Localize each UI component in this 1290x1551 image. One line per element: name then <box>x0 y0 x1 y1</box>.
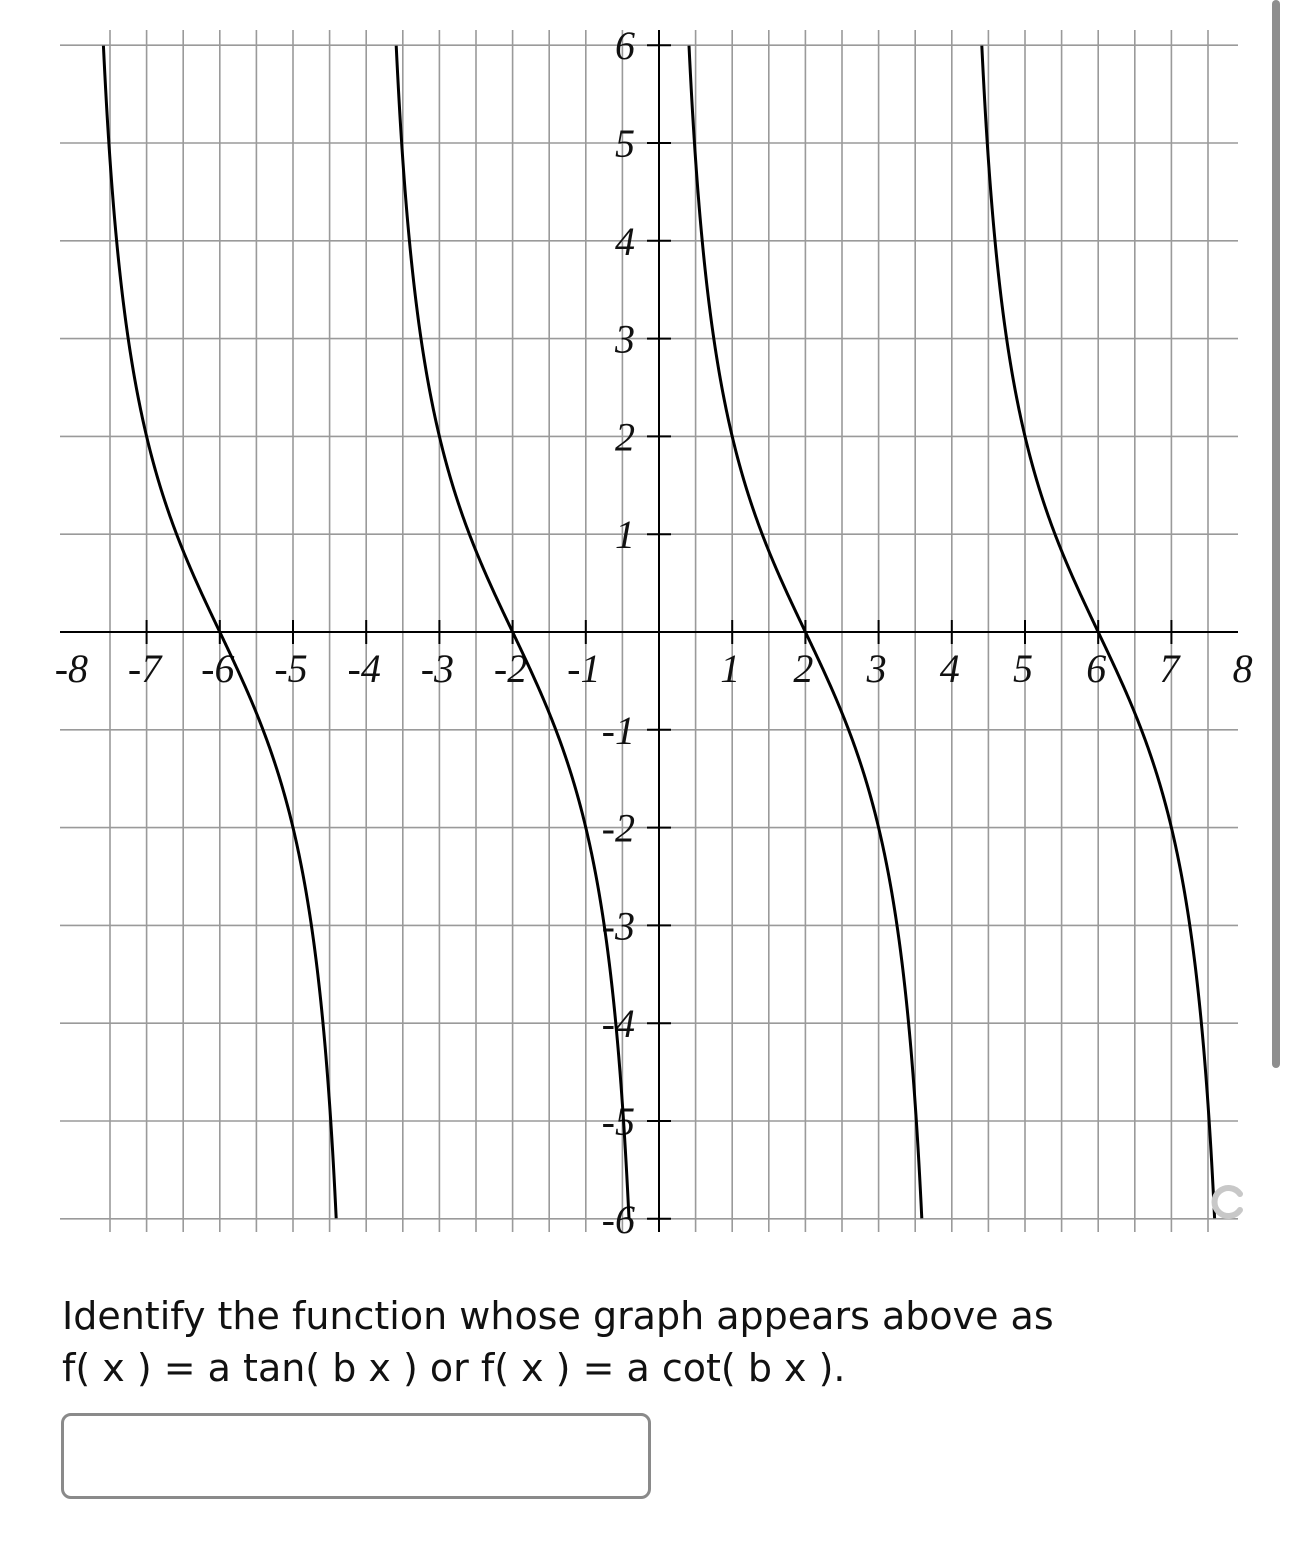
x-tick-label: -6 <box>201 646 235 691</box>
x-tick-label: -5 <box>274 646 308 691</box>
x-tick-label: 3 <box>866 646 887 691</box>
x-tick-label: -1 <box>567 646 601 691</box>
y-tick-label: -5 <box>601 1099 635 1144</box>
question-line-2: f( x ) = a tan( b x ) or f( x ) = a cot( b x ). <box>62 1346 846 1390</box>
x-tick-label: -3 <box>420 646 455 691</box>
y-tick-label: 3 <box>615 316 635 362</box>
y-tick-label: 4 <box>615 218 635 264</box>
x-tick-label: 6 <box>1086 646 1107 691</box>
y-tick-label: 1 <box>615 512 635 558</box>
x-tick-label: 1 <box>720 646 741 691</box>
y-tick-label: -2 <box>601 805 635 851</box>
vertical-scrollbar[interactable] <box>1272 0 1280 1068</box>
y-tick-label: -3 <box>601 903 635 949</box>
x-tick-label: -8 <box>54 646 89 691</box>
x-tick-label: 5 <box>1013 646 1033 691</box>
refresh-icon[interactable] <box>1206 1180 1246 1224</box>
x-tick-label: -7 <box>127 646 162 691</box>
x-tick-label: 8 <box>1232 646 1253 691</box>
y-tick-label: 6 <box>615 23 635 69</box>
question-line-1: Identify the function whose graph appears above as <box>62 1294 1054 1338</box>
y-tick-label: -4 <box>601 1001 635 1047</box>
x-tick-label: 7 <box>1159 646 1180 691</box>
x-tick-label: 2 <box>793 646 814 691</box>
x-tick-label: -4 <box>347 646 381 691</box>
y-tick-label: -6 <box>601 1196 635 1240</box>
y-tick-label: 2 <box>615 414 635 460</box>
x-tick-label: 4 <box>939 646 960 691</box>
question-text <box>62 1290 1242 1394</box>
y-tick-label: -1 <box>601 707 635 753</box>
answer-input[interactable] <box>61 1413 651 1499</box>
y-tick-label: 5 <box>615 121 635 166</box>
x-tick-label: -2 <box>493 646 528 691</box>
